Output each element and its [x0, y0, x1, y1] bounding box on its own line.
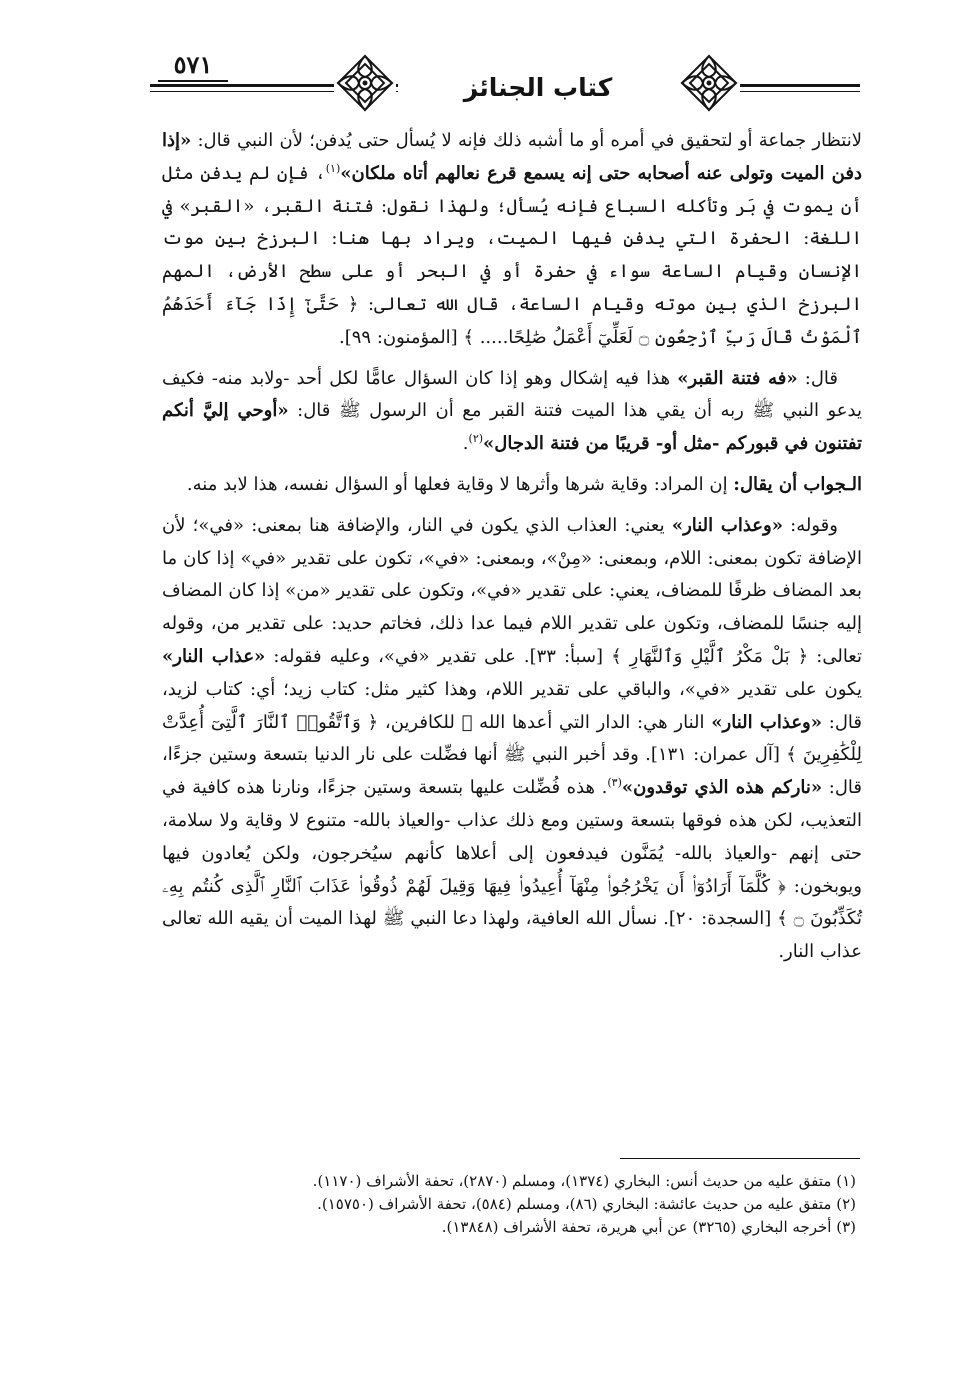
- text-run: لانتظار جماعة أو لتحقيق في أمره أو ما أشبه ذلك فإنه لا يُسأل حتى يُدفن؛ لأن النبي قال:: [191, 130, 862, 151]
- hadith-quote: «إذا دفن الميت وتولى عنه أصحابه حتى إنه يسمع قرع نعالهم أتاه ملكان»: [162, 130, 862, 184]
- text-run: ، فإن لم يدفن مثل أن يموت في بَر وتأكله السباع فإنه يُسأل؛ ولهذا نقول: فتنة القبر، «القبر» في اللغة: الحفرة التي يدفن فيها الميت، ويراد بها هنا: البرزخ بين موت الإنسان وقيام الساعة سواء في حفرة أو في البحر أو على سطح الأرض، المهم البرزخ الذي بين موته وقيام الساعة، قال الله تعالى: ﴿ حَتَّىٰٓ إِذَا جَآءَ أَحَدَهُمُ ٱلْمَوْتُ قَالَ رَبِّ ٱرْجِعُونِ ۝ لَعَلِّيٓ أَعْمَلُ صَٰلِحًا..... ﴾ [المؤمنون: ٩٩].: [162, 162, 862, 348]
- answer-label: الـجواب أن يقال:: [733, 473, 862, 495]
- matn-quote: «فه فتنة القبر»: [677, 367, 798, 389]
- page-header: [150, 44, 860, 124]
- paragraph: [162, 469, 862, 502]
- text-run: . هذه فُضِّلت عليها بتسعة وستين جزءًا، ونارنا هذه كافية في التعذيب، لكن هذه فوقها بتسعة وستين ومع ذلك عذاب -والعياذ بالله- متنوع لا وقاية ولا سلامة، حتى إنهم -والعياذ بالله- يُمَنَّون فيدفعون إلى أعلاها كأنهم سيُخرجون، ولكن يُعادون فيها ويوبخون: ﴿ كُلَّمَآ أَرَادُوٓا۟ أَن يَخْرُجُوا۟ مِنْهَآ أُعِيدُوا۟ فِيهَا وَقِيلَ لَهُمْ ذُوقُوا۟ عَذَابَ ٱلنَّارِ ٱلَّذِى كُنتُم بِهِۦ تُكَذِّبُونَ ۝ ﴾ [السجدة: ٢٠]. نسأل الله العافية، ولهذا دعا النبي ﷺ لهذا الميت أن يقيه الله تعالى عذاب النار.: [162, 777, 862, 963]
- text-run: إن المراد: وقاية شرها وأثرها لا وقاية فعلها أو السؤال نفسه، هذا لابد منه.: [186, 473, 734, 495]
- right-ornament-icon: [678, 52, 740, 114]
- paragraph: [162, 363, 862, 461]
- page-number: ٥٧١: [173, 50, 213, 79]
- footnote-ref: (٣): [607, 776, 622, 790]
- footnote-ref: (٢): [468, 432, 484, 446]
- paragraph: [162, 510, 862, 969]
- text-run: .: [462, 433, 469, 455]
- text-run: النار هي: الدار التي أعدها الله ﷻ للكافرين، ﴿ وَٱتَّقُوا۟ ٱلنَّارَ ٱلَّتِىٓ أُعِدَّتْ لِلْكَٰفِرِينَ ﴾ [آل عمران: ١٣١]. وقد أخبر النبي ﷺ أنها فضِّلت على نار الدنيا بتسعة وستين جزءًا، قال:: [162, 711, 863, 799]
- matn-quote: «عذاب النار»: [162, 645, 266, 667]
- footnotes: [162, 1170, 862, 1239]
- hadith-quote: «ناركم هذه الذي توقدون»: [621, 777, 823, 799]
- paragraph: [162, 125, 862, 355]
- text-run: هذا فيه إشكال وهو إذا كان السؤال عامًّا لكل أحد -ولابد منه- فكيف يدعو النبي ﷺ ربه أن يقي هذا الميت فتنة القبر مع أن الرسول ﷺ قال:: [162, 367, 862, 422]
- footnote-ref: (١): [325, 161, 341, 175]
- matn-quote: «وعذاب النار»: [711, 711, 823, 733]
- book-title: كتاب الجنائز: [398, 68, 678, 108]
- text-run: يكون على تقدير «في»، والباقي على تقدير اللام، وهذا كثير مثل: كتاب زيد؛ أي: كتاب لزيد، قال:: [162, 678, 863, 733]
- hadith-quote: «أوحي إليَّ أنكم تفتنون في قبوركم -مثل أو- قريبًا من فتنة الدجال»: [162, 400, 862, 455]
- footnote: (٢) متفق عليه من حديث عائشة: البخاري (٨٦)، ومسلم (٥٨٤)، تحفة الأشراف (١٥٧٥٠).: [317, 1195, 856, 1213]
- text-run: يعني: العذاب الذي يكون في النار، والإضافة هنا بمعنى: «في»؛ لأن الإضافة تكون بمعنى: اللام، وبمعنى: «مِنْ»، وبمعنى: «في»، تكون على تقدير «في» إذا كان ما بعد المضاف ظرفًا للمضاف، يعني: على تقدير «في»، وتكون على تقدير «من» إذا كان المضاف إليه جنسًا للمضاف، وتكون على تقدير اللام فيما عدا ذلك، فخاتم حديد: على تقدير من، وقوله تعالى: ﴿ بَلْ مَكْرُ ٱلَّيْلِ وَٱلنَّهَارِ ﴾ [سبأ: ٣٣]. على تقدير «في»، وعليه فقوله:: [162, 514, 862, 667]
- page-number-underline: [158, 80, 228, 82]
- left-ornament-icon: [334, 52, 396, 114]
- footnote: (١) متفق عليه من حديث أنس: البخاري (١٣٧٤)، ومسلم (٢٨٧٠)، تحفة الأشراف (١١٧٠).: [312, 1172, 856, 1190]
- text-run: قال:: [797, 367, 838, 389]
- footnote-separator: [620, 1158, 860, 1159]
- body-text: [162, 125, 862, 969]
- matn-quote: «وعذاب النار»: [671, 514, 783, 536]
- text-run: وقوله:: [782, 514, 838, 536]
- footnote: (٣) أخرجه البخاري (٣٢٦٥) عن أبي هريرة، تحفة الأشراف (١٣٨٤٨).: [441, 1218, 856, 1236]
